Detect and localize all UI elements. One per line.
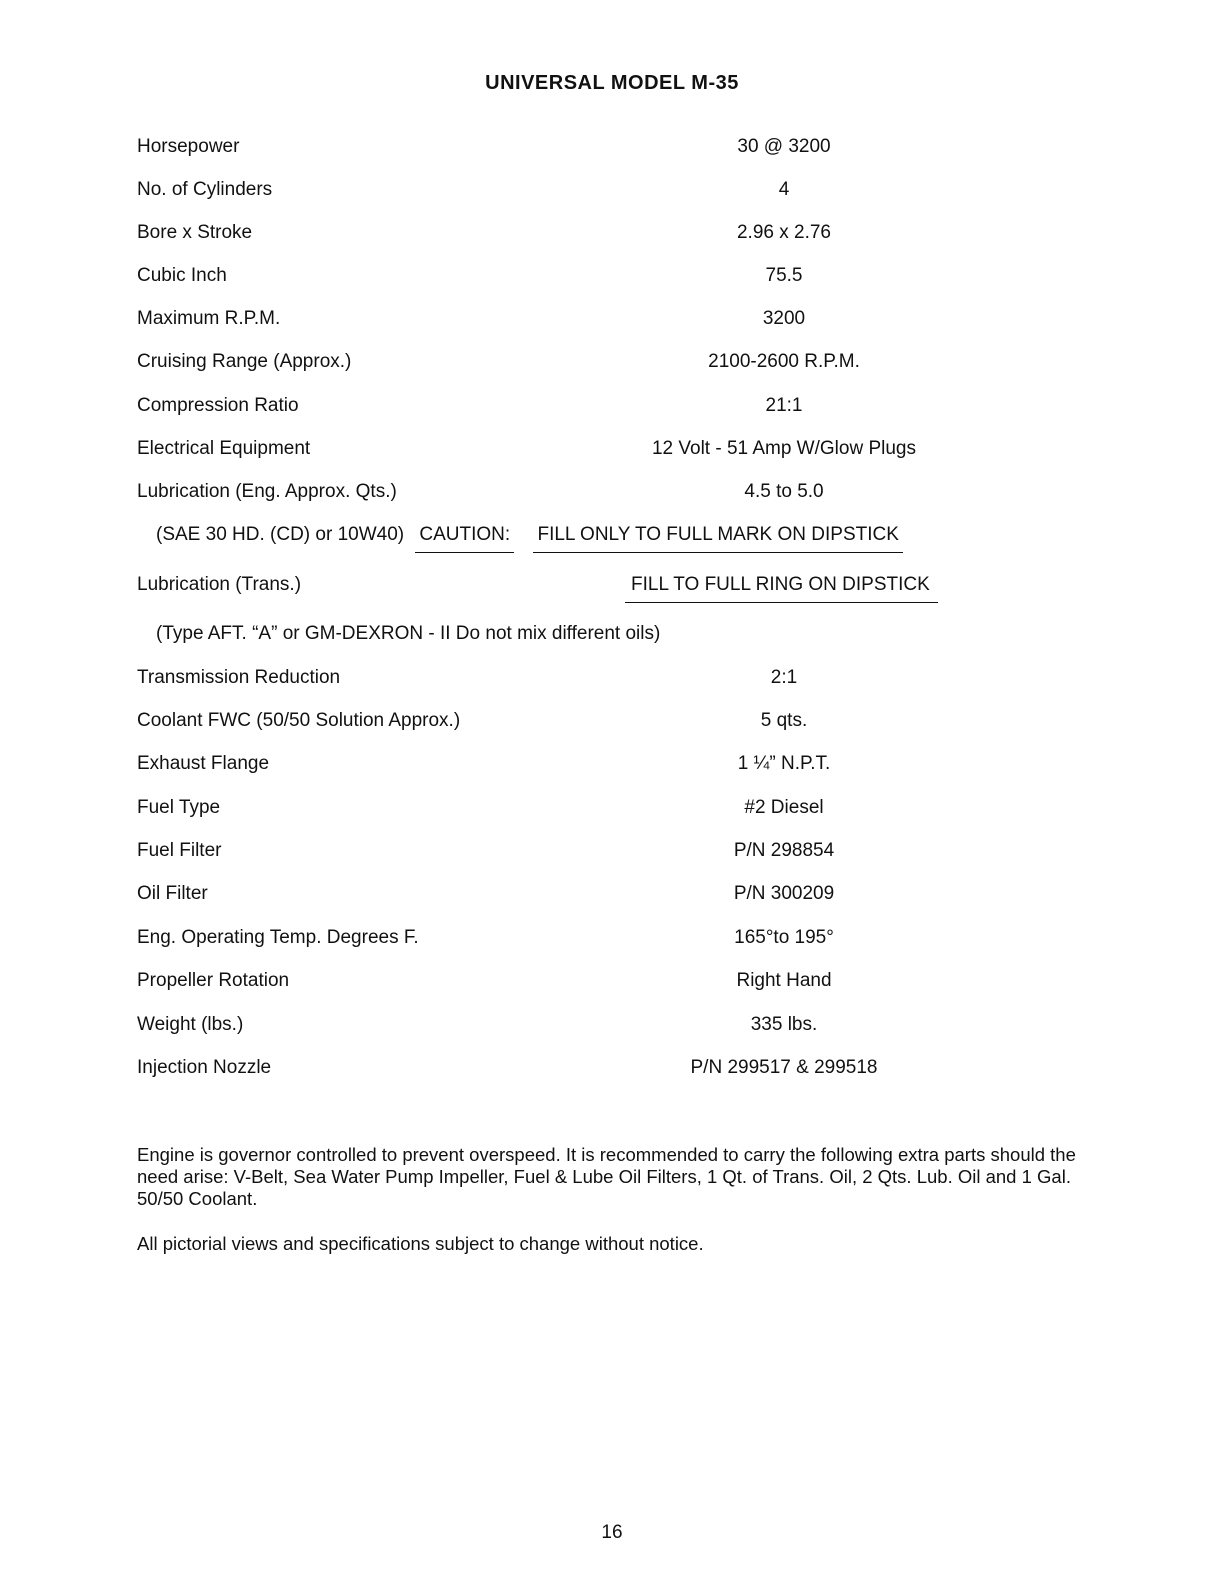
disclaimer-paragraph: All pictorial views and specifications subject to change without notice.: [137, 1233, 704, 1254]
spec-row-lubrication-engine: [0, 479, 1224, 505]
spec-row-cubic-inch: [0, 263, 1224, 289]
oil-note: [156, 522, 903, 553]
oil-note-prefix: (SAE 30 HD. (CD) or 10W40): [156, 524, 405, 545]
spec-label: Maximum R.P.M.: [137, 308, 281, 329]
spec-row-transmission-reduction: [0, 665, 1224, 691]
spec-value: P/N 300209: [733, 883, 835, 904]
page-number: 16: [601, 1522, 623, 1543]
caution-instruction: FILL ONLY TO FULL MARK ON DIPSTICK: [533, 522, 902, 553]
spec-row-weight: [0, 1012, 1224, 1038]
spec-value: 3200: [762, 308, 806, 329]
spec-value: 12 Volt - 51 Amp W/Glow Plugs: [651, 438, 916, 459]
spec-row-injection-nozzle: [0, 1055, 1224, 1081]
spec-row-cruising-range: [0, 349, 1224, 375]
spec-value: 2:1: [770, 667, 798, 688]
spec-value: P/N 298854: [733, 840, 835, 861]
spec-label: Fuel Filter: [137, 840, 222, 861]
spec-value: 21:1: [765, 395, 803, 416]
spec-label: Electrical Equipment: [137, 438, 311, 459]
spec-row-horsepower: [0, 134, 1224, 160]
spec-label: Coolant FWC (50/50 Solution Approx.): [137, 710, 461, 731]
spec-value: 335 lbs.: [750, 1014, 818, 1035]
spec-row-oil-filter: [0, 881, 1224, 907]
spec-value: 165°to 195°: [734, 927, 834, 948]
spec-row-lubrication-trans: [0, 572, 1224, 598]
spec-label: Propeller Rotation: [137, 970, 290, 991]
spec-label: Cruising Range (Approx.): [137, 351, 352, 372]
spec-label: Lubrication (Eng. Approx. Qts.): [137, 481, 397, 502]
spec-row-propeller-rotation: [0, 968, 1224, 994]
spec-row-exhaust-flange: [0, 751, 1224, 777]
spec-value: 30 @ 3200: [737, 136, 831, 157]
trans-note: (Type AFT. “A” or GM-DEXRON - II Do not mix different oils): [156, 623, 661, 644]
spec-value: 4.5 to 5.0: [744, 481, 824, 502]
page-title: UNIVERSAL MODEL M-35: [485, 72, 739, 94]
spec-row-operating-temp: [0, 925, 1224, 951]
spec-label: Compression Ratio: [137, 395, 299, 416]
spec-label: Weight (lbs.): [137, 1014, 244, 1035]
spec-label: Bore x Stroke: [137, 222, 253, 243]
spec-label: Lubrication (Trans.): [137, 574, 302, 595]
spec-label: Fuel Type: [137, 797, 221, 818]
spec-row-coolant: [0, 708, 1224, 734]
spec-label: No. of Cylinders: [137, 179, 273, 200]
spec-value: 4: [778, 179, 790, 200]
spec-row-electrical: [0, 436, 1224, 462]
spec-value: 2.96 x 2.76: [736, 222, 832, 243]
spare-parts-paragraph: Engine is governor controlled to prevent overspeed. It is recommended to carry the following extra parts should the need arise: V-Belt, Sea Water Pump Impeller, Fuel & Lube Oil Filters, 1 Qt. of Trans. Oil, 2 Qts. Lub. Oil and 1 Gal. 50/50 Coolant.: [137, 1144, 1076, 1209]
spec-value: 5 qts.: [760, 710, 808, 731]
spec-value: 1 ¼” N.P.T.: [737, 753, 831, 774]
spec-label: Eng. Operating Temp. Degrees F.: [137, 927, 419, 948]
spec-row-compression-ratio: [0, 393, 1224, 419]
spec-value: FILL TO FULL RING ON DIPSTICK: [625, 572, 938, 603]
spec-value: P/N 299517 & 299518: [690, 1057, 878, 1078]
spec-row-fuel-type: [0, 795, 1224, 821]
spec-value: #2 Diesel: [744, 797, 824, 818]
spec-value: Right Hand: [736, 970, 832, 991]
caution-label: CAUTION:: [415, 522, 514, 553]
spec-value: 75.5: [765, 265, 803, 286]
spec-label: Transmission Reduction: [137, 667, 341, 688]
spec-label: Horsepower: [137, 136, 240, 157]
spec-label: Exhaust Flange: [137, 753, 270, 774]
spec-row-max-rpm: [0, 306, 1224, 332]
spec-label: Injection Nozzle: [137, 1057, 272, 1078]
spec-row-fuel-filter: [0, 838, 1224, 864]
spec-label: Oil Filter: [137, 883, 208, 904]
spec-row-cylinders: [0, 177, 1224, 203]
spec-row-bore-stroke: [0, 220, 1224, 246]
spec-label: Cubic Inch: [137, 265, 227, 286]
spec-value: 2100-2600 R.P.M.: [708, 351, 860, 372]
